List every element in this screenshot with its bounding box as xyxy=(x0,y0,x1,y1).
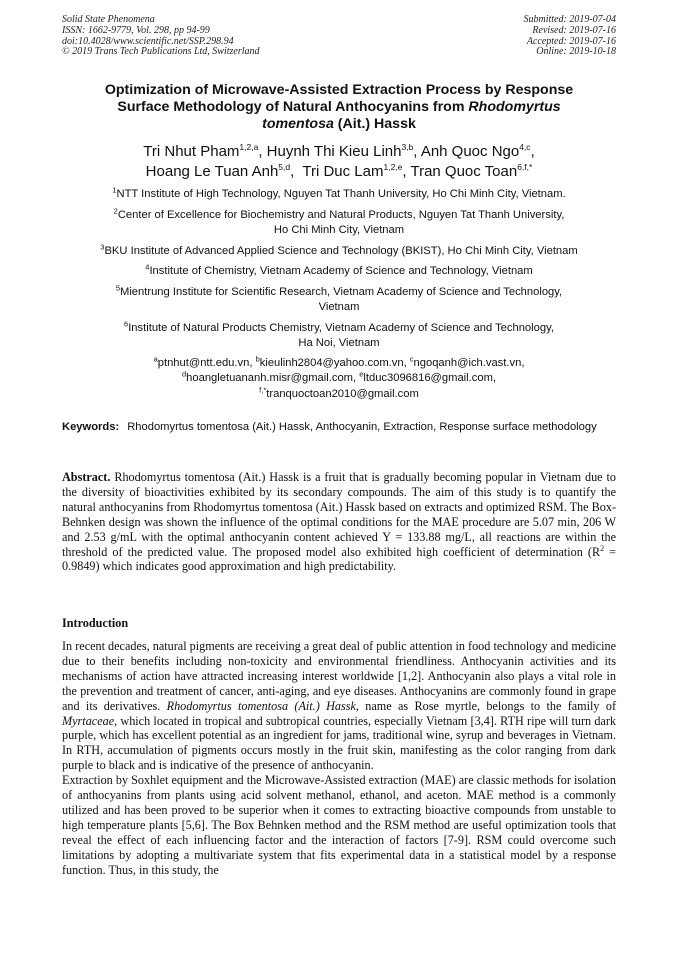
affiliation xyxy=(62,264,616,280)
abstract-section xyxy=(62,470,616,574)
copyright: © 2019 Trans Tech Publications Ltd, Switzerland xyxy=(62,46,260,58)
author-name: Tri Duc Lam xyxy=(302,163,384,180)
affiliation-text: Ho Chi Minh City, Vietnam xyxy=(273,224,405,236)
affiliation-text: Institute of Natural Products Chemistry, Vietnam Academy of Science and Technology, xyxy=(128,321,554,334)
affiliation-number: 4 xyxy=(145,262,150,272)
intro-text: , name as Rose myrtle, belongs to the family of xyxy=(355,698,616,713)
email-sup: e xyxy=(359,369,364,379)
affiliation xyxy=(62,205,616,239)
author-separator: , xyxy=(290,163,303,180)
author-name: Huynh Thi Kieu Linh xyxy=(266,143,402,160)
affiliation xyxy=(62,318,616,352)
affiliation xyxy=(62,282,616,316)
affiliation xyxy=(62,241,616,260)
keywords-label: Keywords: xyxy=(62,421,120,433)
abstract-text: Rhodomyrtus tomentosa (Ait.) Hassk is a fruit that is gradually becoming popular in Vietnam due to the diversity of bioactivities exhibited by its secondary compounds. The aim of this study is to quantify the natural anthocyanins from Rhodomyrtus tomentosa (Ait.) Hassk based on extracts and optimized RSM. The Box-Behnken design was shown the influence of the optimal conditions for the MAE procedure are 5.07 min, 206 W and 2.53 g/mL with the optimal anthocyanin content achieved Y = 133.88 mg/L, all reactions are within the threshold of the predicted value. The proposed model also exhibited high coefficient of determination (R xyxy=(62,470,616,559)
email-link[interactable]: ngoqanh@ich.vast.vn xyxy=(413,356,522,369)
abstract-text-end: = 0.9849) which indicates good approximation and high predictability. xyxy=(62,544,617,574)
affiliation-text: Center of Excellence for Biochemistry and Natural Products, Nguyen Tat Thanh University, xyxy=(117,208,565,221)
author-separator: , xyxy=(413,143,421,160)
family-name: Myrtaceae xyxy=(62,713,115,728)
affiliation-number: 1 xyxy=(112,185,117,195)
author-affiliation-sup: 6,f,* xyxy=(517,162,533,172)
email-link[interactable]: hoangletuananh.misr@gmail.com xyxy=(186,372,353,384)
affiliation-text: BKU Institute of Advanced Applied Science and Technology (BKIST), Ho Chi Minh City, Vietnam xyxy=(104,244,578,257)
author-name: Anh Quoc Ngo xyxy=(420,143,520,160)
r-squared-sup: 2 xyxy=(600,543,605,553)
email-link[interactable]: ptnhut@ntt.edu.vn xyxy=(157,356,250,369)
intro-paragraph-1 xyxy=(62,639,616,773)
email-sup: f,* xyxy=(259,384,267,394)
online-date: Online: 2019-10-18 xyxy=(536,46,616,58)
email-sup: a xyxy=(153,353,158,363)
affiliation-number: 5 xyxy=(115,282,120,292)
submitted-date: Submitted: 2019-07-04 xyxy=(523,14,616,25)
affiliation-number: 2 xyxy=(113,205,118,215)
title-species-epithet: tomentosa xyxy=(262,116,334,132)
affiliation-number: 3 xyxy=(100,241,105,251)
affiliation-text: NTT Institute of High Technology, Nguyen Tat Thanh University, Ho Chi Minh City, Vietnam. xyxy=(116,188,566,200)
author-affiliation-sup: 1,2,e xyxy=(383,162,403,172)
affiliation-text: Ha Noi, Vietnam xyxy=(298,337,380,349)
author-separator: , xyxy=(258,143,267,160)
publication-dates xyxy=(524,15,617,58)
intro-text: In recent decades, natural pigments are receiving a great deal of public attention in food technology and medicine due to their benefits including non-toxicity and environmental friendliness. Anthocyanin activities and its mechanisms of action have attracted increasing interest worldwide [1,2]. Anthocyanin also plays a vital role in the prevention and treatment of cancer, anti-aging, and eye diseases. Anthocyanins are commonly found in grape and its derivatives. xyxy=(62,639,616,713)
email-link[interactable]: tranquoctoan2010@gmail.com xyxy=(266,387,419,400)
author-name: Hoang Le Tuan Anh xyxy=(145,163,279,180)
affiliation-text: Institute of Chemistry, Vietnam Academy of Science and Technology, Vietnam xyxy=(149,265,533,277)
email-link[interactable]: kieulinh2804@yahoo.com.vn xyxy=(259,356,404,369)
author-affiliation-sup: 3,b xyxy=(401,142,414,152)
affiliations xyxy=(62,187,616,402)
title-line-3: (Ait.) Hassk xyxy=(333,116,416,132)
keywords-section xyxy=(62,420,616,435)
intro-paragraph-2: Extraction by Soxhlet equipment and the Microwave-Assisted extraction (MAE) are classic methods for isolation of anthocyanins from plants using acid solvent methanol, ethanol, and aceton. MAE method is a commonly utilized and has been proved to be superior when it comes to extracting bioactive compounds from unstable to high temperature plants [5,6]. The Box Behnken method and the RSM method are useful optimization tools that reveal the effect of each influencing factor and the interaction of factors [7-9]. RSM could overcome such limitations by adopting a multivariate system that fits experimental data in a statistical model by a response function. Thus, in this study, the xyxy=(62,773,616,877)
journal-info xyxy=(62,15,260,58)
accepted-date: Accepted: 2019-07-16 xyxy=(526,35,616,47)
introduction-body xyxy=(62,639,616,878)
issn: ISSN: 1662-9779, Vol. 298, pp 94-99 xyxy=(62,24,210,36)
author-name: Tran Quoc Toan xyxy=(410,163,518,180)
doi: doi:10.4028/www.scientific.net/SSP.298.94 xyxy=(62,35,234,47)
author-emails: $^a$ptnhut@ntt.edu.vn, $^b$kieulinh2804@yahoo.com.vn, $^c$ngoqanh@ich.vast.vn, $^d$hoangletuananh.misr@gmail.com, $^e$ltduc3096816@gmail.com, $^{f,*}$tranquoctoan2010@gmail.com xyxy=(153,353,525,400)
abstract-label: Abstract. xyxy=(62,470,111,484)
species-name: Rhodomyrtus tomentosa (Ait.) Hassk xyxy=(166,698,356,713)
journal-name: Solid State Phenomena xyxy=(62,14,155,25)
email-link[interactable]: ltduc3096816@gmail.com xyxy=(363,372,493,384)
intro-text: , which located in tropical and subtropical countries, especially Vietnam [3,4]. RTH ripe will turn dark purple, which has excellent potential as an ingredient for jams, traditional wine, syrup and beverages in Vietnam. In RTH, accumulation of pigments occurs mostly in the fruit skin, manifesting as the color ranging from dark purple to black and is indicative of the presence of anthocyanin. xyxy=(62,713,616,773)
title-line-1: Optimization of Microwave-Assisted Extraction Process by Response xyxy=(104,82,574,98)
affiliation xyxy=(62,187,616,203)
affiliation-number: 6 xyxy=(124,318,129,328)
author-list xyxy=(62,142,616,182)
author-separator: , xyxy=(402,163,411,180)
email-sup: b xyxy=(255,353,260,363)
keywords-text: Rhodomyrtus tomentosa (Ait.) Hassk, Anthocyanin, Extraction, Response surface methodology xyxy=(127,421,597,433)
email-sup: d xyxy=(181,369,187,379)
affiliation-text: Vietnam xyxy=(318,301,360,313)
affiliation-text: Mientrung Institute for Scientific Research, Vietnam Academy of Science and Technology, xyxy=(120,285,563,298)
author-separator: , xyxy=(530,143,535,160)
title-species-genus: Rhodomyrtus xyxy=(468,99,561,115)
email-sup: c xyxy=(409,353,414,363)
author-affiliation-sup: 1,2,a xyxy=(239,142,259,152)
title-line-2: Surface Methodology of Natural Anthocyanins from xyxy=(117,99,469,115)
paper-title xyxy=(62,82,616,133)
revised-date: Revised: 2019-07-16 xyxy=(532,24,616,36)
author-affiliation-sup: 5,d xyxy=(278,162,291,172)
introduction-heading: Introduction xyxy=(62,616,129,630)
author-affiliation-sup: 4,c xyxy=(519,142,531,152)
author-name: Tri Nhut Pham xyxy=(143,143,240,160)
